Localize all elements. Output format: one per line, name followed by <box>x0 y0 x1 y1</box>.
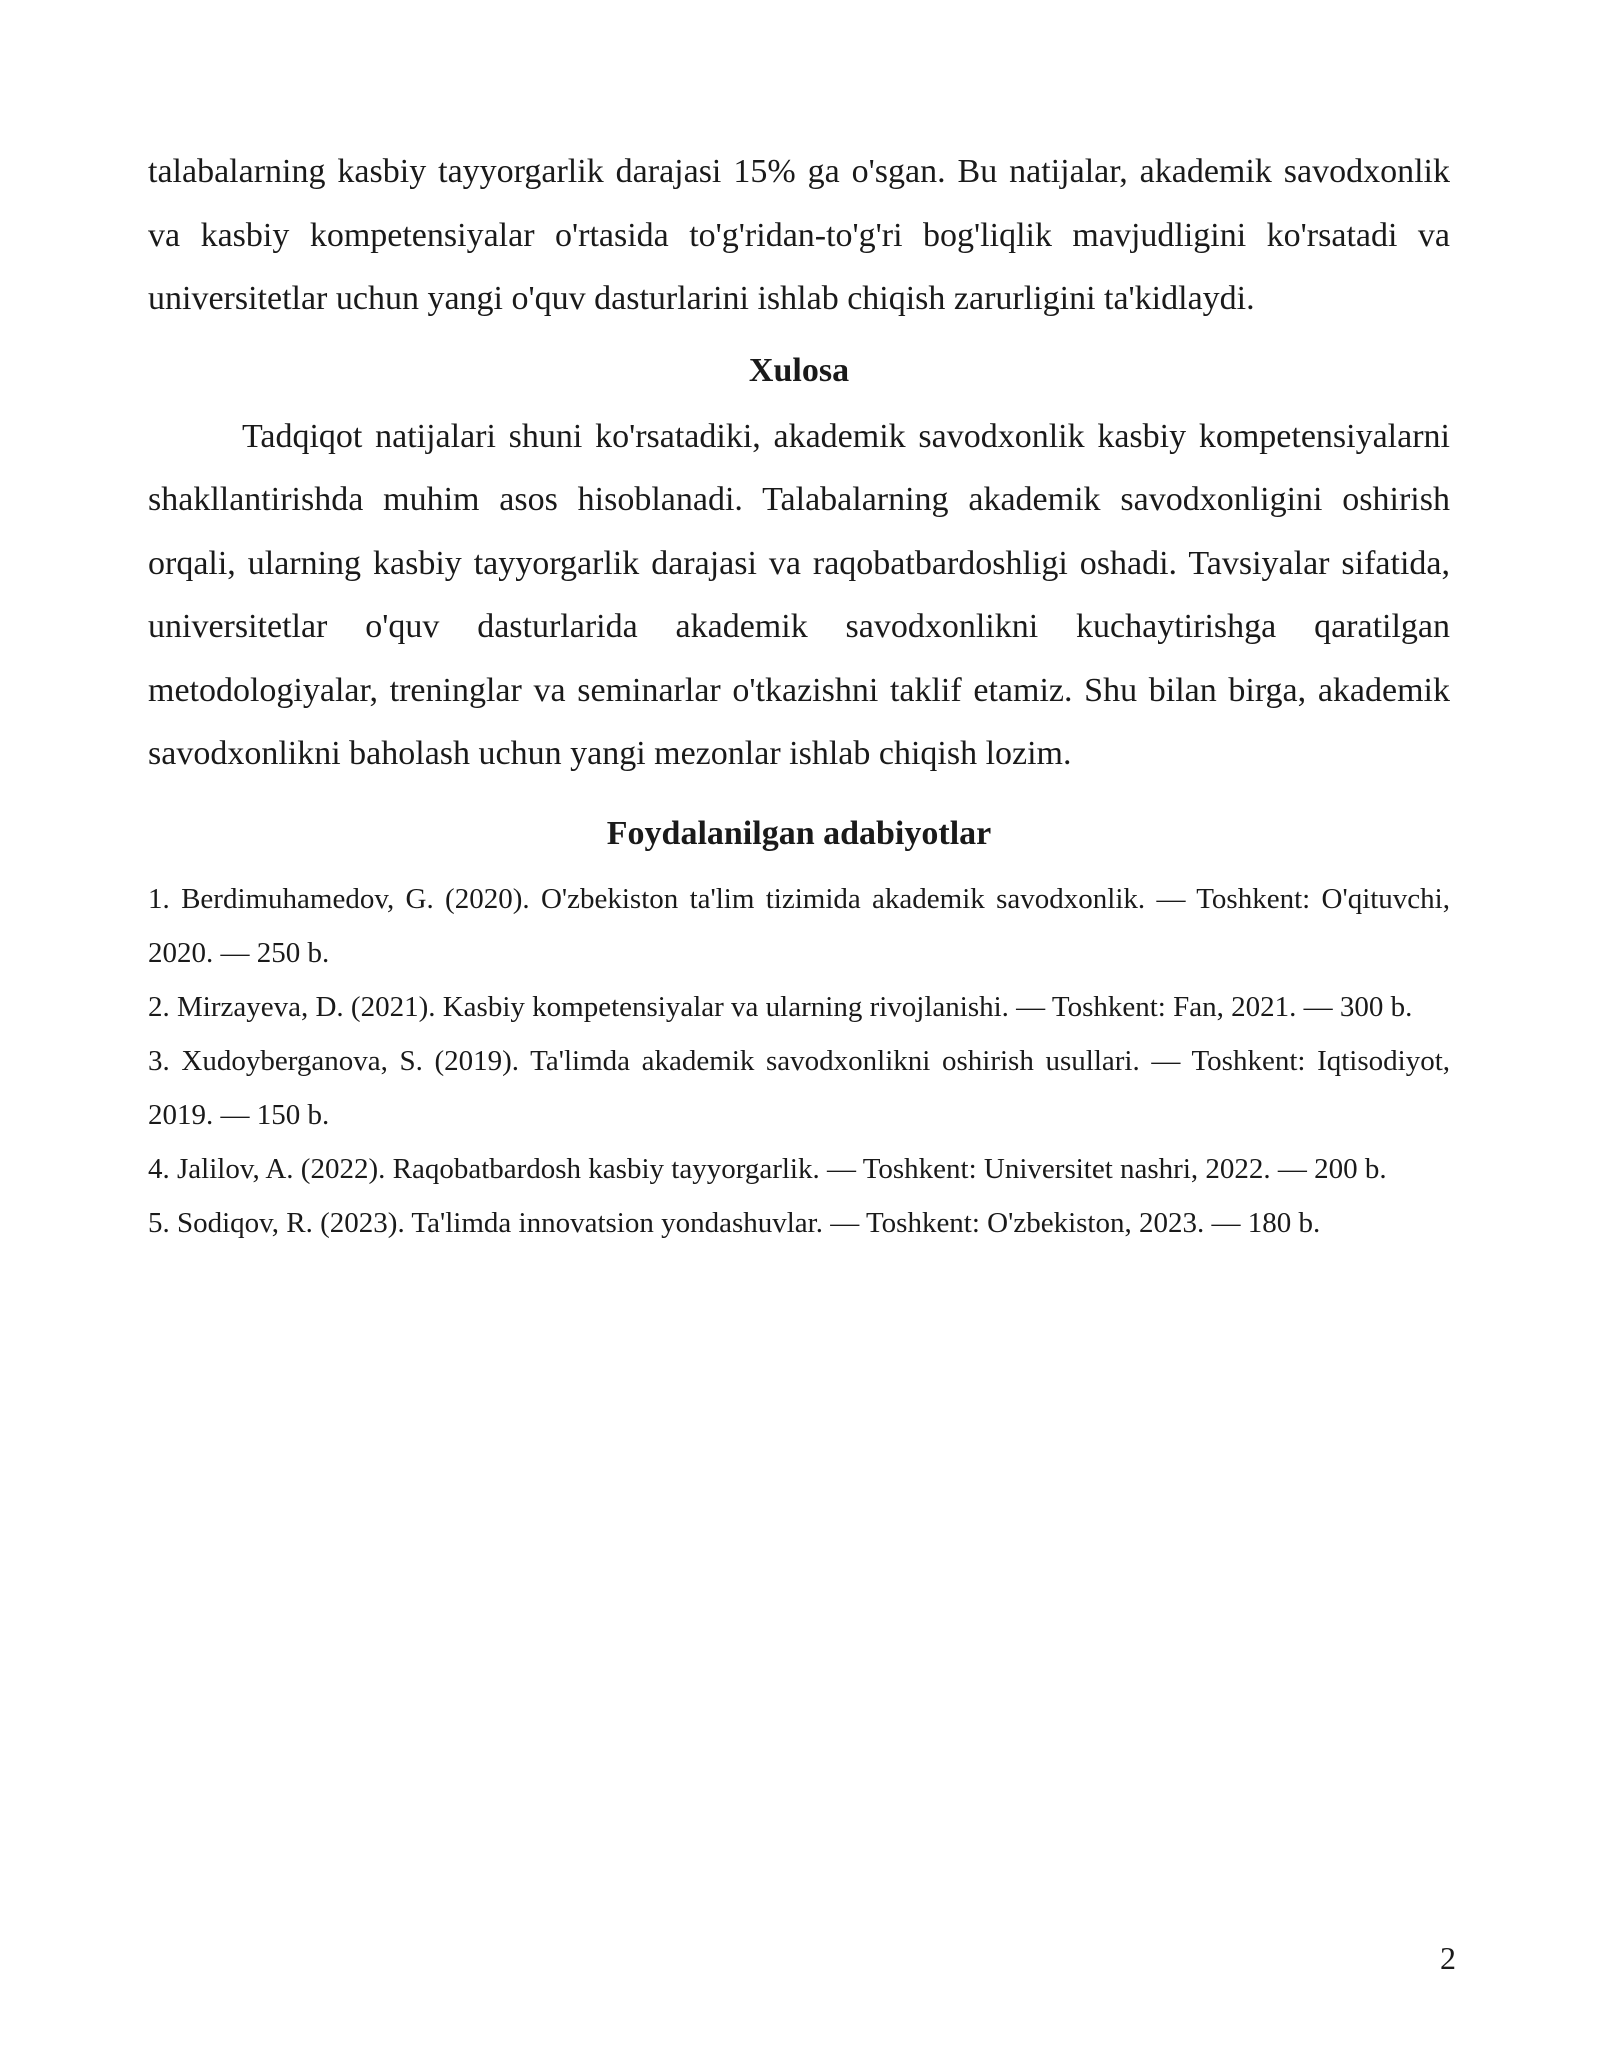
reference-item: 4. Jalilov, A. (2022). Raqobatbardosh kasbiy tayyorgarlik. — Toshkent: Universitet nashri, 2022. — 200 b. <box>148 1152 1387 1185</box>
reference-item: 3. Xudoyberganova, S. (2019). Ta'limda akademik savodxonlikni oshirish usullari. — Toshkent: Iqtisodiyot, 2019. — 150 b. <box>148 1044 1450 1131</box>
references-list <box>148 872 1450 1250</box>
reference-item: 5. Sodiqov, R. (2023). Ta'limda innovatsion yondashuvlar. — Toshkent: O'zbekiston, 2023. — 180 b. <box>148 1206 1321 1239</box>
conclusion-paragraph: Tadqiqot natijalari shuni ko'rsatadiki, akademik savodxonlik kasbiy kompetensiyalarni shakllantirishda muhim asos hisoblanadi. Talabalarning akademik savodxonligini oshirish orqali, ularning kasbiy tayyorgarlik darajasi va raqobatbardoshligi oshadi. Tavsiyalar sifatida, universitetlar o'quv dasturlarida akademik savodxonlikni kuchaytirishga qaratilgan metodologiyalar, treninglar va seminarlar o'tkazishni taklif etamiz. Shu bilan birga, akademik savodxonlikni baholash uchun yangi mezonlar ishlab chiqish lozim. <box>148 417 1450 772</box>
intro-paragraph: talabalarning kasbiy tayyorgarlik darajasi 15% ga o'sgan. Bu natijalar, akademik savodxonlik va kasbiy kompetensiyalar o'rtasida to'g'ridan-to'g'ri bog'liqlik mavjudligini ko'rsatadi va universitetlar uchun yangi o'quv dasturlarini ishlab chiqish zarurligini ta'kidlaydi. <box>148 153 1450 317</box>
references-heading: Foydalanilgan adabiyotlar <box>606 814 992 852</box>
conclusion-heading: Xulosa <box>748 351 850 389</box>
page-number: 2 <box>1440 1940 1456 1976</box>
document-page <box>148 140 1450 1250</box>
reference-item: 1. Berdimuhamedov, G. (2020). O'zbekiston ta'lim tizimida akademik savodxonlik. — Toshkent: O'qituvchi, 2020. — 250 b. <box>148 882 1450 969</box>
reference-item: 2. Mirzayeva, D. (2021). Kasbiy kompetensiyalar va ularning rivojlanishi. — Toshkent: Fan, 2021. — 300 b. <box>148 990 1413 1023</box>
